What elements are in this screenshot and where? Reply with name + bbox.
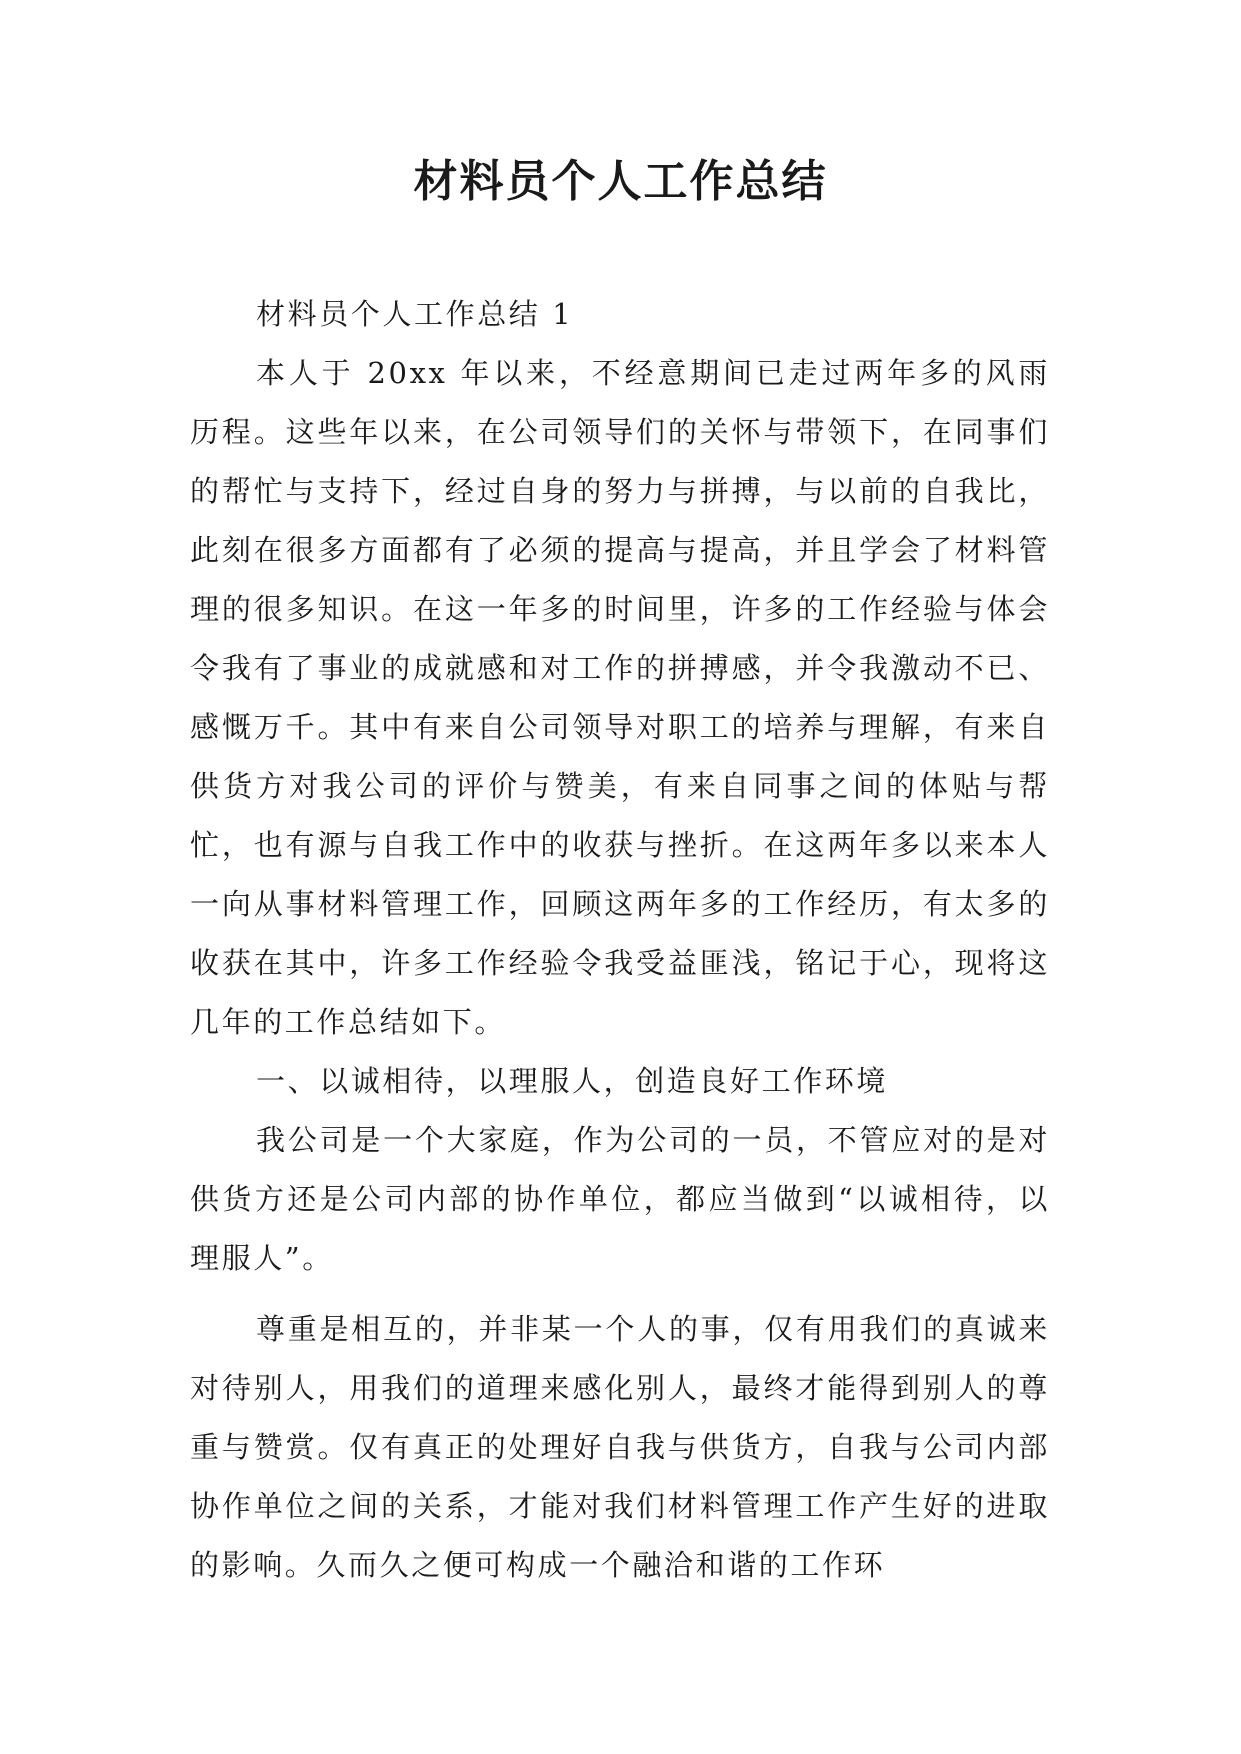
body-paragraph: 我公司是一个大家庭，作为公司的一员，不管应对的是对供货方还是公司内部的协作单位，都应当做到“以诚相待，以理服人”。 xyxy=(190,1123,1050,1275)
document-body xyxy=(190,285,1050,1595)
subsection-heading: 一、以诚相待，以理服人，创造良好工作环境 xyxy=(256,1064,889,1098)
body-paragraph: 本人于 20xx 年以来，不经意期间已走过两年多的风雨历程。这些年以来，在公司领导们的关怀与带领下，在同事们的帮忙与支持下，经过自身的努力与拼搏，与以前的自我比，此刻在很多方面都有了必须的提高与提高，并且学会了材料管理的很多知识。在这一年多的时间里，许多的工作经验与体会令我有了事业的成就感和对工作的拼搏感，并令我激动不已、感慨万千。其中有来自公司领导对职工的培养与理解，有来自供货方对我公司的评价与赞美，有来自同事之间的体贴与帮忙，也有源与自我工作中的收获与挫折。在这两年多以来本人一向从事材料管理工作，回顾这两年多的工作经历，有太多的收获在其中，许多工作经验令我受益匪浅，铭记于心，现将这几年的工作总结如下。 xyxy=(190,356,1050,1039)
body-paragraph: 尊重是相互的，并非某一个人的事，仅有用我们的真诚来对待别人，用我们的道理来感化别人，最终才能得到别人的尊重与赞赏。仅有真正的处理好自我与供货方，自我与公司内部协作单位之间的关系，才能对我们材料管理工作产生好的进取的影响。久而久之便可构成一个融洽和谐的工作环 xyxy=(190,1312,1050,1582)
section-heading: 材料员个人工作总结 1 xyxy=(256,297,574,331)
document-title: 材料员个人工作总结 xyxy=(413,156,828,207)
